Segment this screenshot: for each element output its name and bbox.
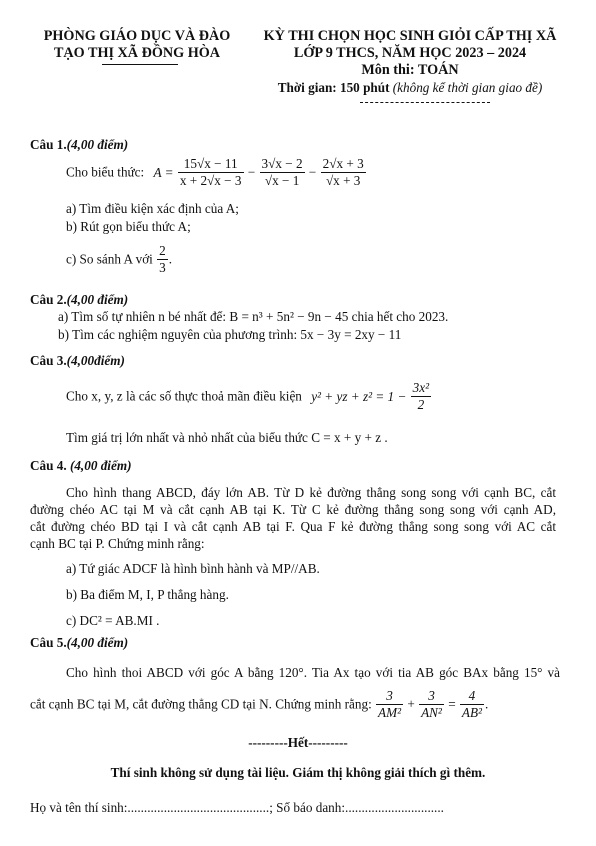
q1-part-c: c) So sánh A với $\frac{2}{3}$ . [66,243,173,275]
q4-line-1: Cho hình thang ABCD, đáy lớn AB. Từ D kẻ đường thẳng song song với cạnh BC, cắt [66,485,556,500]
q3-ask: Tìm giá trị lớn nhất và nhỏ nhất của biểu thức C = x + y + z . [66,430,388,445]
q1-fraction-3: $\frac{2√x + 3}{√x + 3}$ [322,156,364,188]
q4-part-b: b) Ba điểm M, I, P thẳng hàng. [66,587,229,602]
q4-line-2: đường chéo AC tại M và cắt cạnh AB tại K. Từ C kẻ đường thẳng song song với cạnh AD, [30,502,556,517]
header-left-underline [102,64,178,65]
candidate-note: Thí sinh không sử dụng tài liệu. Giám thị không giải thích gì thêm. [110,765,486,780]
exam-grade-year: LỚP 9 THCS, NĂM HỌC 2023 – 2024 [293,45,527,61]
q4-line-3: cắt đường chéo BD tại I và cắt cạnh AB tại F. Qua F kẻ đường thẳng song song với AC cắt [30,519,556,534]
candidate-info-line: Họ và tên thí sinh:...........................................; Số báo danh:.............................. [30,800,444,815]
q4-part-c: c) DC² = AB.MI . [66,613,160,628]
exam-title: KỲ THI CHỌN HỌC SINH GIỎI CẤP THỊ XÃ [263,28,557,44]
q3-condition: Cho x, y, z là các số thực thoả mãn điều kiện y² + yz + z² = 1 − $\frac{\text{3x²}}{2}$ [66,380,430,412]
q4-line-4: cạnh BC tại P. Chứng minh rằng: [30,536,205,551]
q3-title: Câu 3.(4,00điểm) [30,353,125,368]
q5-fraction-2: $\frac{3}{\text{AN²}}$ [421,688,442,720]
q1-fraction-1: $\frac{15√x - 11}{x + 2√x - 3}$ [179,156,242,188]
q1-fraction-two-thirds: $\frac{2}{3}$ [159,243,166,275]
q1-expression: Cho biểu thức: A = $\frac{15√x - 11}{x + 2√x - 3}$ − $\frac{3√x - 2}{√x - 1}$ − $\frac{2√x + 3}{√x + 3}$ [66,156,364,188]
q1-part-b: b) Rút gọn biểu thức A; [66,219,191,234]
q1-title: Câu 1.(4,00 điểm) [30,137,129,152]
q2-part-b: b) Tìm các nghiệm nguyên của phương trình: 5x − 3y = 2xy − 11 [58,327,402,342]
q2-part-a: a) Tìm số tự nhiên n bé nhất để: B = n³ + 5n² − 9n − 45 chia hết cho 2023. [58,309,449,324]
school-dept-line1: PHÒNG GIÁO DỤC VÀ ĐÀO [43,28,231,44]
q5-fraction-3: $\frac{4}{\text{AB²}}$ [461,688,482,720]
q4-part-a: a) Tứ giác ADCF là hình bình hành và MP//AB. [66,561,320,576]
q1-fraction-2: $\frac{3√x - 2}{√x - 1}$ [261,156,303,188]
end-marker: ---------Hết--------- [248,735,348,750]
exam-time: Thời gian: 150 phút (không kể thời gian giao đề) [277,80,543,95]
header-right-divider [360,102,490,103]
q5-line-2: cắt cạnh BC tại M, cắt đường thẳng CD tại N. Chứng minh rằng: $\frac{3}{\text{AM²}}$ + $\frac{3}{\text{AN²}}$ = $\frac{4}{\text{AB²}}$ . [30,688,489,720]
q5-line-1: Cho hình thoi ABCD với góc A bằng 120°. Tia Ax tạo với tia AB góc BAx bằng 15° và [66,665,560,680]
q2-title: Câu 2.(4,00 điểm) [30,292,129,307]
school-dept-line2: TẠO THỊ XÃ ĐỒNG HÒA [53,45,221,61]
q5-title: Câu 5.(4,00 điểm) [30,635,129,650]
q1-part-a: a) Tìm điều kiện xác định của A; [66,201,239,216]
q5-fraction-1: $\frac{3}{\text{AM²}}$ [378,688,402,720]
exam-subject: Môn thi: TOÁN [361,62,459,78]
q3-fraction: $\frac{\text{3x²}}{2}$ [412,380,430,412]
q4-title: Câu 4. (4,00 điểm) [30,458,132,473]
